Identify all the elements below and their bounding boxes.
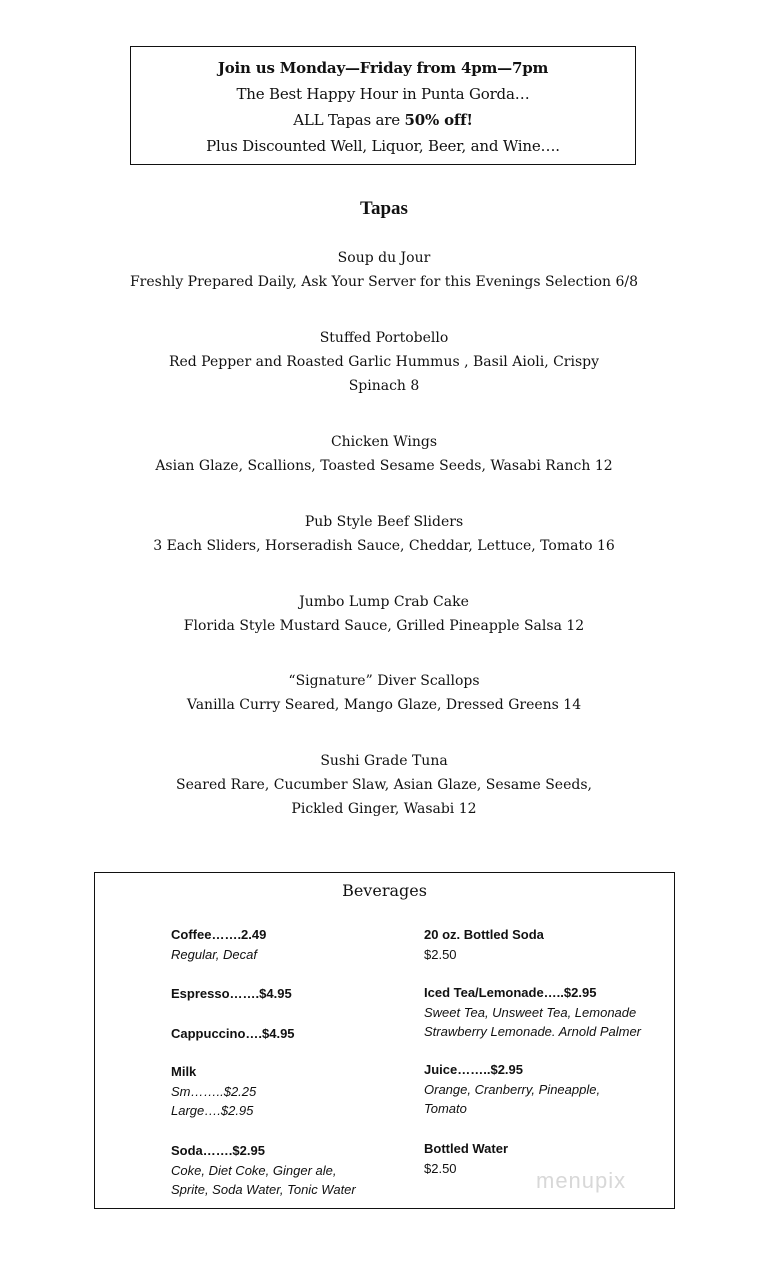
tapa-name: “Signature” Diver Scallops (288, 673, 480, 689)
bev-name: Milk (171, 1064, 197, 1079)
tapa-name: Jumbo Lump Crab Cake (299, 594, 469, 610)
bev-detail: Sprite, Soda Water, Tonic Water (171, 1182, 356, 1197)
bev-name: Soda…….$2.95 (171, 1143, 265, 1158)
bev-iced-tea (424, 983, 641, 1042)
tapa-item-scallops (0, 669, 768, 717)
tapa-item-crab-cake (0, 590, 768, 638)
promo-discount: 50% off! (404, 111, 473, 129)
tapa-desc: Asian Glaze, Scallions, Toasted Sesame Seeds, Wasabi Ranch 12 (155, 458, 613, 474)
tapa-name: Chicken Wings (330, 434, 438, 450)
tapa-name: Stuffed Portobello (319, 330, 449, 346)
tapa-desc: Vanilla Curry Seared, Mango Glaze, Dressed Greens 14 (186, 697, 582, 713)
bev-espresso (171, 984, 292, 1004)
bev-detail: Strawberry Lemonade. Arnold Palmer (424, 1024, 642, 1039)
tapa-item-wings (0, 430, 768, 478)
tapas-heading: Tapas (360, 198, 408, 219)
tapa-desc: Freshly Prepared Daily, Ask Your Server for this Evenings Selection 6/8 (129, 274, 639, 290)
tapa-item-tuna (0, 749, 768, 821)
bev-detail: Sm……..$2.25 (171, 1083, 257, 1099)
bev-name: Iced Tea/Lemonade…..$2.95 (424, 985, 597, 1000)
happy-hour-box (130, 46, 636, 165)
bev-name: Espresso…….$4.95 (171, 986, 292, 1001)
tapa-desc: Red Pepper and Roasted Garlic Hummus , Basil Aioli, Crispy (168, 354, 600, 370)
promo-line-discounts: Plus Discounted Well, Liquor, Beer, and Wine…. (206, 137, 560, 155)
tapa-name: Sushi Grade Tuna (320, 753, 448, 769)
tapa-name: Soup du Jour (337, 250, 431, 266)
promo-tapas-prefix: ALL Tapas are (293, 111, 405, 129)
bev-milk (171, 1062, 256, 1121)
bev-name: Bottled Water (424, 1141, 509, 1156)
tapa-item-portobello (0, 326, 768, 398)
bev-name: Cappuccino….$4.95 (171, 1026, 295, 1041)
bev-detail: Orange, Cranberry, Pineapple, (424, 1081, 601, 1097)
bev-name: Coffee…….2.49 (171, 927, 267, 942)
tapa-desc: Florida Style Mustard Sauce, Grilled Pineapple Salsa 12 (183, 618, 585, 634)
promo-line-best: The Best Happy Hour in Punta Gorda… (236, 85, 530, 103)
tapa-desc: 3 Each Sliders, Horseradish Sauce, Cheddar, Lettuce, Tomato 16 (153, 538, 615, 554)
bev-soda (171, 1141, 356, 1200)
tapa-name: Pub Style Beef Sliders (304, 514, 464, 530)
bev-bottled-water (424, 1139, 508, 1178)
tapa-desc: Pickled Ginger, Wasabi 12 (291, 801, 477, 817)
bev-coffee (171, 925, 266, 964)
promo-line-hours: Join us Monday—Friday from 4pm—7pm (217, 59, 549, 77)
tapa-item-sliders (0, 510, 768, 558)
bev-detail: Coke, Diet Coke, Ginger ale, (171, 1162, 337, 1178)
bev-bottled-soda (424, 925, 544, 964)
bev-detail: Sweet Tea, Unsweet Tea, Lemonade (424, 1004, 637, 1020)
tapa-desc: Seared Rare, Cucumber Slaw, Asian Glaze, Sesame Seeds, (176, 777, 592, 793)
beverages-box (94, 872, 675, 1209)
tapa-desc: Spinach 8 (348, 378, 420, 394)
bev-price: $2.50 (424, 946, 457, 962)
promo-line-tapas (131, 107, 635, 133)
bev-name: Juice……..$2.95 (424, 1062, 523, 1077)
tapa-item-soup (0, 246, 768, 294)
bev-price: $2.50 (424, 1160, 457, 1176)
bev-cappuccino (171, 1024, 295, 1044)
bev-juice (424, 1060, 600, 1119)
beverages-heading: Beverages (342, 881, 427, 900)
bev-detail: Tomato (424, 1101, 467, 1116)
menupix-watermark: menupix (536, 1168, 627, 1193)
bev-detail: Large….$2.95 (171, 1103, 254, 1118)
bev-name: 20 oz. Bottled Soda (424, 927, 544, 942)
bev-detail: Regular, Decaf (171, 946, 257, 962)
